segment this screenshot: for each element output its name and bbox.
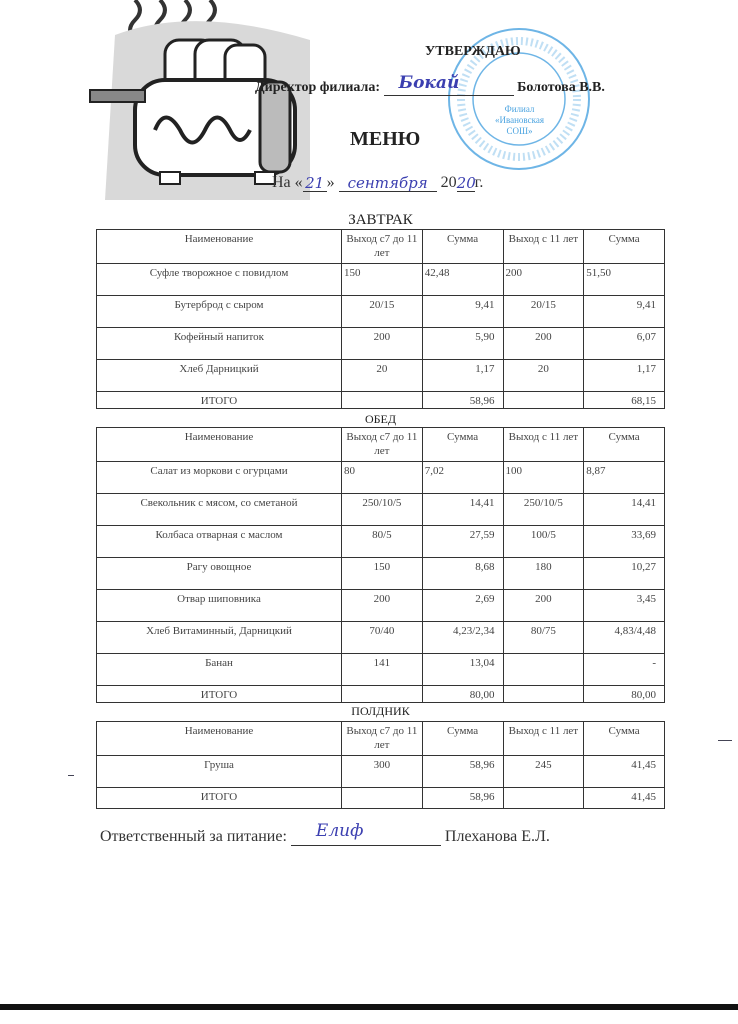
table-cell: 2,69 [422, 590, 503, 622]
table-cell: 33,69 [584, 526, 665, 558]
table-row [97, 360, 665, 392]
table-cell: Хлеб Дарницкий [97, 360, 342, 392]
total-row [97, 788, 665, 809]
table-cell: 200 [503, 590, 584, 622]
total-cell: ИТОГО [97, 788, 342, 809]
table-cell: 150 [342, 264, 423, 296]
column-header: Выход с7 до 11 лет [342, 428, 423, 462]
total-cell [503, 392, 584, 409]
table-cell: 58,96 [422, 756, 503, 788]
table-cell: 250/10/5 [342, 494, 423, 526]
menu-table [96, 427, 665, 703]
column-header: Наименование [97, 428, 342, 462]
total-row [97, 392, 665, 409]
column-header: Сумма [422, 428, 503, 462]
table-cell: Свекольник с мясом, со сметаной [97, 494, 342, 526]
table-cell: 8,87 [584, 462, 665, 494]
table-cell: Отвар шиповника [97, 590, 342, 622]
table-cell: 80/75 [503, 622, 584, 654]
date-month: сентября [347, 174, 428, 192]
table-header-row [97, 428, 665, 462]
table-row [97, 462, 665, 494]
table-cell [503, 654, 584, 686]
table-cell: Груша [97, 756, 342, 788]
total-cell [342, 788, 423, 809]
table-cell: 9,41 [422, 296, 503, 328]
total-cell [503, 686, 584, 703]
scan-edge [0, 1004, 738, 1010]
director-signature: Бокай [398, 73, 460, 93]
table-cell: Колбаса отварная с маслом [97, 526, 342, 558]
column-header: Сумма [584, 230, 665, 264]
column-header: Выход с7 до 11 лет [342, 722, 423, 756]
column-header: Выход с 11 лет [503, 428, 584, 462]
table-cell: 14,41 [584, 494, 665, 526]
table-cell: Салат из моркови с огурцами [97, 462, 342, 494]
responsible-name: Плеханова Е.Л. [444, 828, 550, 845]
table-row [97, 494, 665, 526]
table-row [97, 654, 665, 686]
table-cell: Суфле творожное с повидлом [97, 264, 342, 296]
table-cell: 200 [342, 590, 423, 622]
column-header: Сумма [584, 722, 665, 756]
section-title: ПОЛДНИК [351, 704, 410, 718]
scan-mark [718, 740, 732, 741]
table-cell: 20/15 [503, 296, 584, 328]
table-row [97, 328, 665, 360]
table-cell: 1,17 [422, 360, 503, 392]
column-header: Сумма [422, 230, 503, 264]
table-cell: 100/5 [503, 526, 584, 558]
date-year-field [457, 176, 475, 192]
table-row [97, 296, 665, 328]
director-signature-line [384, 73, 514, 96]
director-name: Болотова В.В. [517, 80, 605, 95]
responsible-signature-line [291, 821, 441, 846]
table-cell: 200 [503, 328, 584, 360]
table-cell: 150 [342, 558, 423, 590]
total-cell: 80,00 [584, 686, 665, 703]
date-mid: » [326, 174, 335, 191]
table-cell: 180 [503, 558, 584, 590]
date-year: 20 [456, 174, 476, 192]
table-cell: 200 [503, 264, 584, 296]
table-row [97, 526, 665, 558]
table-cell: - [584, 654, 665, 686]
total-cell [503, 788, 584, 809]
responsible-line [100, 821, 550, 846]
table-cell: 1,17 [584, 360, 665, 392]
column-header: Выход с 11 лет [503, 722, 584, 756]
date-suffix: г. [474, 174, 484, 191]
section-title: ОБЕД [364, 412, 397, 426]
total-cell: 58,96 [422, 392, 503, 409]
table-cell: 10,27 [584, 558, 665, 590]
total-cell: 41,45 [584, 788, 665, 809]
table-cell: 70/40 [342, 622, 423, 654]
menu-date [272, 174, 483, 192]
table-row [97, 590, 665, 622]
date-year-prefix: 20 [440, 174, 457, 191]
column-header: Сумма [584, 428, 665, 462]
table-cell: 20 [503, 360, 584, 392]
table-cell: 4,23/2,34 [422, 622, 503, 654]
total-cell: 68,15 [584, 392, 665, 409]
total-cell [342, 392, 423, 409]
total-row [97, 686, 665, 703]
table-header-row [97, 722, 665, 756]
table-cell: 27,59 [422, 526, 503, 558]
table-row [97, 622, 665, 654]
table-cell: 42,48 [422, 264, 503, 296]
column-header: Наименование [97, 722, 342, 756]
total-cell [342, 686, 423, 703]
total-cell: ИТОГО [97, 686, 342, 703]
menu-table [96, 721, 665, 809]
section-title: ЗАВТРАК [348, 212, 413, 228]
stamp-text: Филиал «Ивановская СОШ» [494, 104, 544, 136]
director-line [255, 73, 605, 96]
approval-heading: УТВЕРЖДАЮ [425, 44, 521, 59]
table-cell: 80 [342, 462, 423, 494]
table-cell: 13,04 [422, 654, 503, 686]
table-cell: 14,41 [422, 494, 503, 526]
date-prefix: На « [272, 174, 303, 191]
responsible-signature: Елиф [315, 821, 364, 841]
table-cell: 141 [342, 654, 423, 686]
column-header: Наименование [97, 230, 342, 264]
table-cell: 8,68 [422, 558, 503, 590]
menu-table [96, 229, 665, 409]
table-cell: 6,07 [584, 328, 665, 360]
table-header-row [97, 230, 665, 264]
table-cell: 20/15 [342, 296, 423, 328]
table-cell: Банан [97, 654, 342, 686]
table-cell: 100 [503, 462, 584, 494]
table-cell: 5,90 [422, 328, 503, 360]
table-row [97, 558, 665, 590]
table-cell: 3,45 [584, 590, 665, 622]
table-cell: 245 [503, 756, 584, 788]
column-header: Выход с7 до 11 лет [342, 230, 423, 264]
table-row [97, 264, 665, 296]
responsible-label: Ответственный за питание: [100, 828, 287, 845]
table-cell: 250/10/5 [503, 494, 584, 526]
table-cell: 80/5 [342, 526, 423, 558]
table-cell: 7,02 [422, 462, 503, 494]
total-cell: 80,00 [422, 686, 503, 703]
table-cell: Хлеб Витаминный, Дарницкий [97, 622, 342, 654]
table-cell: Рагу овощное [97, 558, 342, 590]
date-month-field [339, 176, 437, 192]
table-cell: 20 [342, 360, 423, 392]
table-cell: 200 [342, 328, 423, 360]
table-cell: 4,83/4,48 [584, 622, 665, 654]
table-cell: 300 [342, 756, 423, 788]
table-cell: 41,45 [584, 756, 665, 788]
table-cell: 9,41 [584, 296, 665, 328]
total-cell: ИТОГО [97, 392, 342, 409]
date-day: 21 [305, 174, 325, 192]
column-header: Сумма [422, 722, 503, 756]
table-cell: Кофейный напиток [97, 328, 342, 360]
scan-mark [68, 775, 74, 776]
total-cell: 58,96 [422, 788, 503, 809]
date-day-field [303, 176, 327, 192]
column-header: Выход с 11 лет [503, 230, 584, 264]
page-title: МЕНЮ [350, 128, 421, 150]
table-cell: Бутерброд с сыром [97, 296, 342, 328]
table-row [97, 756, 665, 788]
director-label: Директор филиала: [255, 80, 381, 95]
table-cell: 51,50 [584, 264, 665, 296]
